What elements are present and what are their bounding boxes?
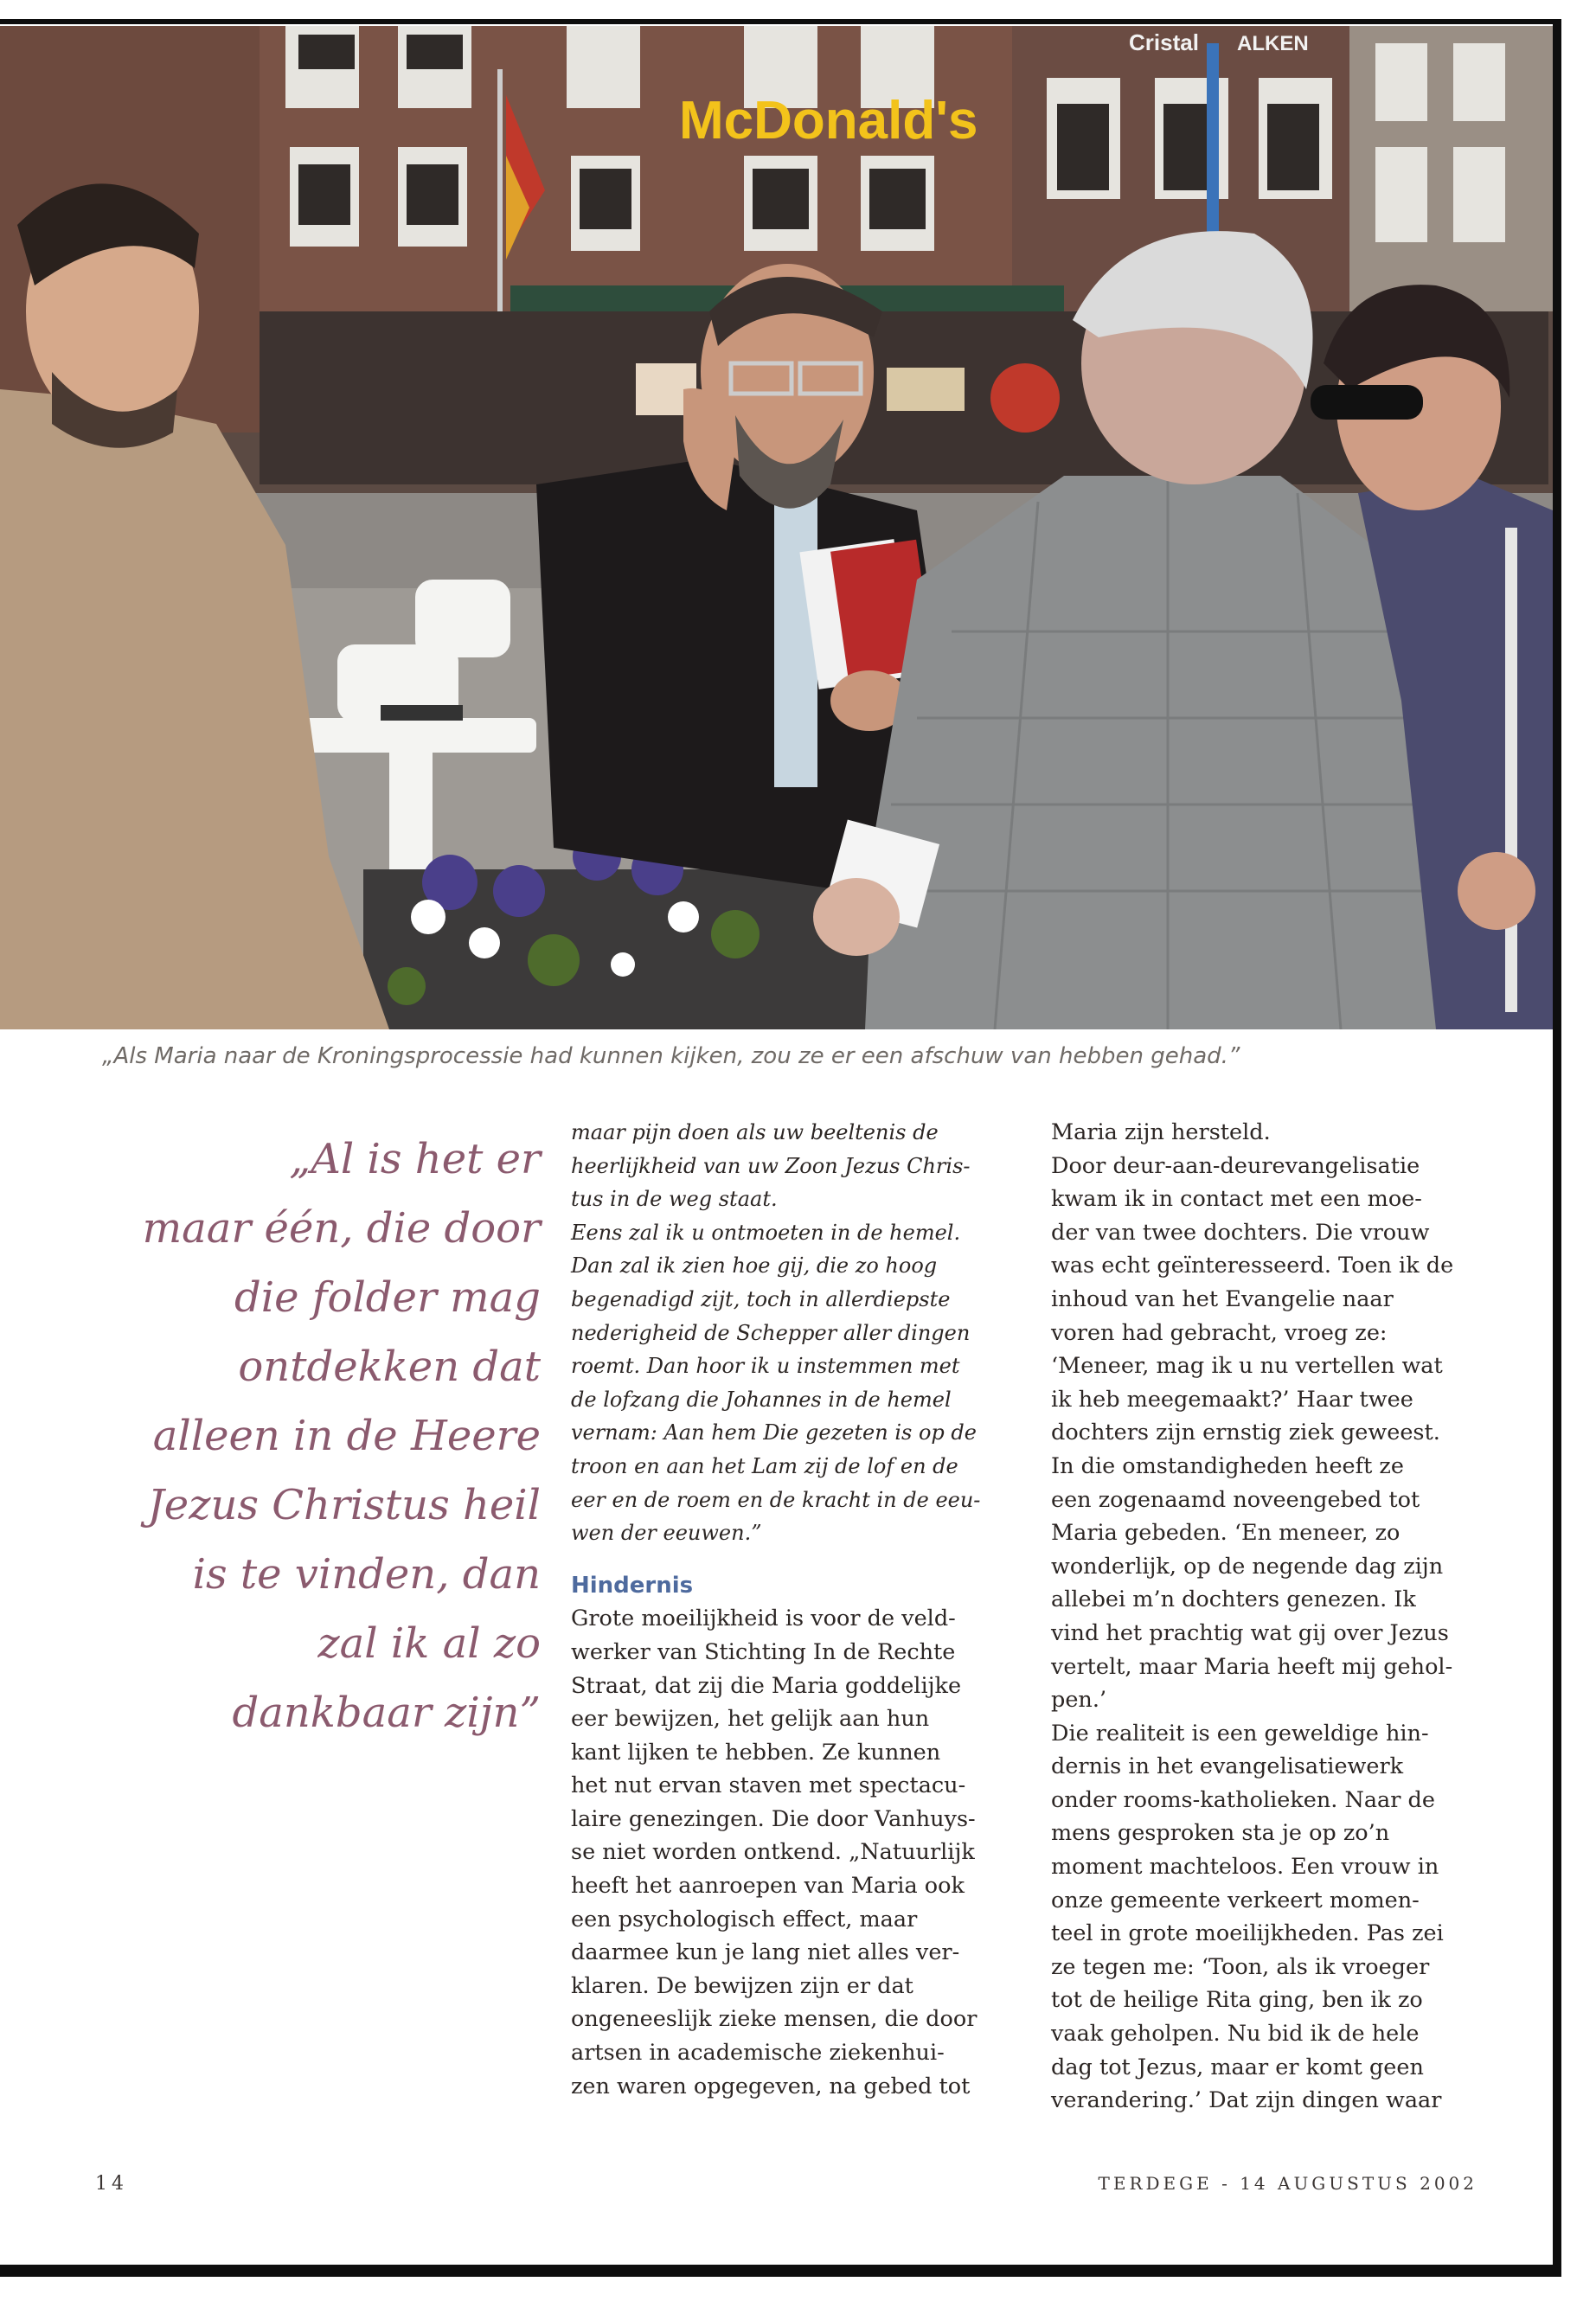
body-line: ongeneeslijk zieke mensen, die door [571, 2006, 977, 2033]
body-line: voren had gebracht, vroeg ze: [1051, 1319, 1388, 1346]
body-line: moment machteloos. Een vrouw in [1051, 1854, 1439, 1881]
body-line: verandering.’ Dat zijn dingen waar [1051, 2087, 1442, 2114]
body-line: Door deur-aan-deurevangelisatie [1051, 1152, 1420, 1179]
quote-line: nederigheid de Schepper aller dingen [571, 1320, 971, 1345]
page-frame-right [1553, 19, 1561, 2272]
body-line: ik heb meegemaakt?’ Haar twee [1051, 1386, 1413, 1413]
body-line: vaak geholpen. Nu bid ik de hele [1051, 2021, 1420, 2048]
quote-line: troon en aan het Lam zij de lof en de [571, 1453, 958, 1478]
photo-caption: „Als Maria naar de Kroningsprocessie had kunnen kijken, zou ze er een afschuw van hebben gehad.” [102, 1043, 1240, 1069]
body-line: mens gesproken sta je op zo’n [1051, 1820, 1390, 1847]
body-line: kant lijken te hebben. Ze kunnen [571, 1739, 941, 1766]
quote-line: eer en de roem en de kracht in de eeu- [571, 1487, 981, 1512]
pull-quote [95, 1125, 541, 1747]
page-frame-top [0, 19, 1553, 24]
body-line: werker van Stichting In de Rechte [571, 1638, 956, 1665]
pull-quote-line: ontdekken dat [238, 1343, 541, 1391]
section-heading: Hindernis [571, 1572, 694, 1599]
body-line: ze tegen me: ‘Toon, als ik vroeger [1051, 1953, 1430, 1980]
quote-line: roemt. Dan hoor ik u instemmen met [571, 1354, 960, 1379]
article-photo [0, 26, 1553, 1029]
page-frame-bottom [0, 2265, 1561, 2277]
body-line: was echt geïnteresseerd. Toen ik de [1051, 1253, 1454, 1279]
quote-line: Eens zal ik u ontmoeten in de hemel. [571, 1220, 961, 1245]
body-line: onze gemeente verkeert momen- [1051, 1887, 1420, 1913]
body-line: heeft het aanroepen van Maria ook [571, 1873, 965, 1900]
pull-quote-line: dankbaar zijn” [232, 1689, 541, 1737]
pull-quote-line: zal ik al zo [317, 1619, 541, 1668]
alken-sign: ALKEN [1237, 32, 1309, 55]
body-line: Maria zijn hersteld. [1051, 1119, 1271, 1145]
body-line: allebei m’n dochters genezen. Ik [1051, 1586, 1416, 1613]
quote-line: maar pijn doen als uw beeltenis de [571, 1120, 939, 1144]
body-line: laire genezingen. Die door Vanhuys- [571, 1805, 976, 1832]
body-line: vind het prachtig wat gij over Jezus [1051, 1619, 1449, 1646]
body-line: daarmee kun je lang niet alles ver- [571, 1939, 960, 1966]
body-line: Maria gebeden. ‘En meneer, zo [1051, 1520, 1401, 1547]
body-line: pen.’ [1051, 1687, 1107, 1714]
quote-line: Dan zal ik zien hoe gij, die zo hoog [571, 1253, 938, 1279]
quote-line: tus in de weg staat. [571, 1187, 778, 1212]
body-line: vertelt, maar Maria heeft mij gehol- [1051, 1653, 1453, 1680]
quote-line: heerlijkheid van uw Zoon Jezus Chris- [571, 1153, 971, 1178]
body-line: der van twee dochters. Die vrouw [1051, 1219, 1430, 1246]
body-line: ‘Meneer, mag ik u nu vertellen wat [1051, 1353, 1443, 1380]
body-line: dochters zijn ernstig ziek geweest. [1051, 1420, 1440, 1446]
body-line: kwam ik in contact met een moe- [1051, 1186, 1422, 1213]
page-number: 14 [95, 2173, 128, 2195]
body-line: Straat, dat zij die Maria goddelijke [571, 1672, 962, 1699]
body-line: inhoud van het Evangelie naar [1051, 1285, 1394, 1312]
body-line: Grote moeilijkheid is voor de veld- [571, 1606, 956, 1632]
running-footer: TERDEGE - 14 AUGUSTUS 2002 [1098, 2173, 1477, 2194]
pull-quote-line: Jezus Christus heil [147, 1481, 541, 1529]
pull-quote-line: „Al is het er [289, 1135, 541, 1183]
pull-quote-line: die folder mag [234, 1273, 541, 1322]
body-line: wonderlijk, op de negende dag zijn [1051, 1553, 1444, 1580]
mcdonalds-sign: McDonald's [679, 91, 978, 151]
quote-line: de lofzang die Johannes in de hemel [571, 1387, 952, 1412]
body-line: een zogenaamd noveengebed tot [1051, 1486, 1420, 1513]
body-line: klaren. De bewijzen zijn er dat [571, 1972, 913, 1999]
body-line: artsen in academische ziekenhui- [571, 2040, 945, 2067]
body-line: se niet worden ontkend. „Natuurlijk [571, 1839, 975, 1866]
body-line: In die omstandigheden heeft ze [1051, 1452, 1404, 1479]
body-line: zen waren opgegeven, na gebed tot [571, 2073, 971, 2099]
cristal-sign: Cristal [1129, 29, 1199, 55]
quote-line: begenadigd zijt, toch in allerdiepste [571, 1286, 951, 1311]
body-line: teel in grote moeilijkheden. Pas zei [1051, 1920, 1444, 1947]
pull-quote-line: alleen in de Heere [152, 1412, 541, 1460]
body-line: dernis in het evangelisatiewerk [1051, 1753, 1404, 1780]
body-line: dag tot Jezus, maar er komt geen [1051, 2054, 1424, 2080]
body-line: tot de heilige Rita ging, ben ik zo [1051, 1987, 1423, 2014]
article-column-2 [1051, 1116, 1492, 2118]
article-column-1 [571, 1116, 1012, 2103]
quote-line: vernam: Aan hem Die gezeten is op de [571, 1420, 977, 1445]
body-line: eer bewijzen, het gelijk aan hun [571, 1706, 930, 1733]
pull-quote-line: is te vinden, dan [192, 1550, 541, 1599]
body-line: onder rooms-katholieken. Naar de [1051, 1786, 1435, 1813]
body-line: Die realiteit is een geweldige hin- [1051, 1720, 1429, 1747]
pull-quote-line: maar één, die door [142, 1204, 541, 1253]
quote-line: wen der eeuwen.” [571, 1521, 762, 1546]
body-line: een psychologisch effect, maar [571, 1906, 918, 1932]
body-line: het nut ervan staven met spectacu- [571, 1772, 966, 1799]
